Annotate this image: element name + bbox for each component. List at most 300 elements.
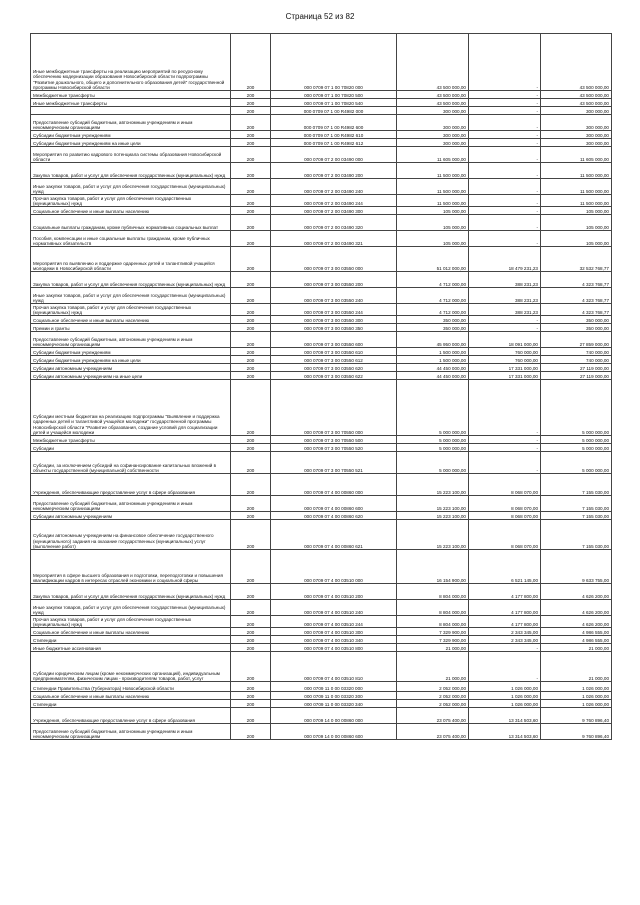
row-remaining-cell: 11 500 000,00 [541,163,612,179]
table-row [31,380,612,436]
row-kbk-cell: 000 0709 07 4 00 00860 620 [271,512,397,520]
row-kbk-cell: 000 0709 14 0 00 00860 000 [271,708,397,724]
row-code-cell: 200 [231,304,271,316]
row-code-cell: 200 [231,139,271,147]
row-code-cell: 200 [231,584,271,600]
row-name-cell: Социальные выплаты гражданам, кроме публичных нормативных социальных выплат [31,215,231,231]
table-row [31,107,612,115]
row-remaining-cell: 7 155 030,00 [541,474,612,496]
row-remaining-cell: 105 000,00 [541,207,612,215]
row-name-cell: Субсидии автономным учреждениям на иные цели [31,372,231,380]
row-code-cell: 200 [231,724,271,740]
row-remaining-cell: 5 000 000,00 [541,452,612,474]
row-name-cell: Закупка товаров, работ и услуг для обеспечения государственных (муниципальных) нужд [31,163,231,179]
row-remaining-cell: 4 323 768,77 [541,272,612,288]
row-kbk-cell: 000 0709 07 1 00 70820 000 [271,34,397,91]
row-approved-cell: 105 000,00 [397,207,469,215]
row-kbk-cell: 000 0709 07 2 00 03490 200 [271,163,397,179]
row-kbk-cell: 000 0709 07 3 00 03550 244 [271,304,397,316]
row-code-cell: 200 [231,600,271,616]
row-kbk-cell: 000 0709 07 2 00 03490 244 [271,195,397,207]
row-kbk-cell: 000 0709 07 3 00 03550 000 [271,247,397,272]
row-name-cell: Субсидии юридическим лицам (кроме некоммерческих организаций), индивидуальным предпринимателям, физическим лицам - производителям товаров, работ, услуг [31,652,231,682]
row-code-cell: 200 [231,272,271,288]
row-remaining-cell: 300 000,00 [541,107,612,115]
row-executed-cell: 4 177 800,00 [469,616,541,628]
table-row [31,372,612,380]
row-name-cell: Предоставление субсидий бюджетным, автономным учреждениям и иным некоммерческим организациям [31,332,231,348]
row-name-cell: Предоставление субсидий бюджетным, автономным учреждениям и иным некоммерческим организациям [31,724,231,740]
row-approved-cell: 11 500 000,00 [397,163,469,179]
row-kbk-cell: 000 0709 07 4 00 03510 810 [271,652,397,682]
row-executed-cell: - [469,444,541,452]
row-approved-cell: 11 500 000,00 [397,195,469,207]
row-executed-cell: 4 177 800,00 [469,584,541,600]
row-kbk-cell: 000 0709 07 4 00 03510 244 [271,616,397,628]
row-executed-cell: - [469,163,541,179]
row-code-cell: 200 [231,616,271,628]
row-remaining-cell: 9 760 896,40 [541,708,612,724]
row-approved-cell: 43 500 000,00 [397,99,469,107]
row-remaining-cell: 300 000,00 [541,115,612,131]
row-approved-cell: 1 500 000,00 [397,356,469,364]
row-executed-cell: 760 000,00 [469,356,541,364]
table-row [31,332,612,348]
row-name-cell: Иные закупки товаров, работ и услуг для обеспечения государственных (муниципальных) нужд [31,288,231,304]
row-kbk-cell: 000 0709 07 3 00 70550 521 [271,452,397,474]
row-code-cell: 200 [231,163,271,179]
table-row [31,644,612,652]
row-approved-cell: 105 000,00 [397,215,469,231]
row-name-cell: Мероприятия в сфере высшего образования и подготовки, переподготовки и повышения квалификации кадров в интересах отраслей экономики и социальной сферы [31,550,231,584]
row-approved-cell: 5 000 000,00 [397,436,469,444]
table-row [31,304,612,316]
row-executed-cell: 13 314 503,60 [469,708,541,724]
row-remaining-cell: 5 000 000,00 [541,436,612,444]
row-approved-cell: 5 000 000,00 [397,444,469,452]
row-name-cell: Субсидии бюджетным учреждениям [31,131,231,139]
row-remaining-cell: 5 000 000,00 [541,444,612,452]
row-code-cell: 200 [231,324,271,332]
row-remaining-cell: 7 155 030,00 [541,496,612,512]
table-row [31,700,612,708]
row-executed-cell: - [469,115,541,131]
row-executed-cell: - [469,215,541,231]
row-remaining-cell: 1 026 000,00 [541,692,612,700]
row-approved-cell: 21 000,00 [397,652,469,682]
row-executed-cell: 1 026 000,00 [469,700,541,708]
table-row [31,628,612,636]
row-kbk-cell: 000 0709 07 3 00 03550 622 [271,372,397,380]
row-remaining-cell: 5 000 000,00 [541,380,612,436]
row-kbk-cell: 000 0709 07 1 00 R4982 612 [271,139,397,147]
row-name-cell: Закупка товаров, работ и услуг для обеспечения государственных (муниципальных) нужд [31,272,231,288]
row-approved-cell: 15 223 100,00 [397,496,469,512]
row-approved-cell: 2 052 000,00 [397,682,469,692]
row-approved-cell: 300 000,00 [397,107,469,115]
table-row [31,115,612,131]
row-name-cell: Премии и гранты [31,324,231,332]
row-approved-cell: 350 000,00 [397,324,469,332]
row-code-cell: 200 [231,652,271,682]
row-executed-cell: - [469,195,541,207]
table-row [31,215,612,231]
row-executed-cell: 388 231,23 [469,288,541,304]
table-row [31,324,612,332]
row-remaining-cell: 105 000,00 [541,215,612,231]
row-kbk-cell: 000 0709 11 0 00 03320 300 [271,692,397,700]
row-kbk-cell: 000 0709 07 2 00 03490 300 [271,207,397,215]
row-kbk-cell: 000 0709 07 3 00 03550 200 [271,272,397,288]
row-executed-cell: 13 314 503,60 [469,724,541,740]
table-row [31,316,612,324]
table-row [31,131,612,139]
row-name-cell: Субсидии автономным учреждениям на финансовое обеспечение государственного (муниципального) задания на оказание государственных (муниципальных) услуг (выполнение работ) [31,520,231,550]
row-kbk-cell: 000 0709 07 2 00 03490 321 [271,231,397,247]
row-remaining-cell: 105 000,00 [541,231,612,247]
row-remaining-cell: 11 605 000,00 [541,147,612,163]
row-remaining-cell: 4 986 555,00 [541,628,612,636]
row-executed-cell: - [469,452,541,474]
table-row [31,474,612,496]
row-executed-cell: 2 343 345,00 [469,628,541,636]
row-approved-cell: 15 223 100,00 [397,474,469,496]
row-code-cell: 200 [231,332,271,348]
row-approved-cell: 300 000,00 [397,139,469,147]
row-approved-cell: 4 712 000,00 [397,272,469,288]
row-remaining-cell: 740 000,00 [541,356,612,364]
row-kbk-cell: 000 0709 07 1 00 R4982 000 [271,107,397,115]
row-approved-cell: 16 154 900,00 [397,550,469,584]
row-name-cell: Предоставление субсидий бюджетным, автономным учреждениям и иным некоммерческим организациям [31,496,231,512]
row-remaining-cell: 21 000,00 [541,652,612,682]
table-row [31,356,612,364]
row-executed-cell: - [469,91,541,99]
table-row [31,179,612,195]
row-remaining-cell: 7 155 030,00 [541,520,612,550]
row-name-cell [31,107,231,115]
row-approved-cell: 23 075 400,00 [397,708,469,724]
row-code-cell: 200 [231,444,271,452]
table-row [31,139,612,147]
row-approved-cell: 350 000,00 [397,316,469,324]
row-approved-cell: 43 500 000,00 [397,91,469,99]
table-row [31,364,612,372]
row-name-cell: Прочая закупка товаров, работ и услуг для обеспечения государственных (муниципальных) нужд [31,616,231,628]
row-code-cell: 200 [231,179,271,195]
row-kbk-cell: 000 0709 07 1 00 70820 540 [271,99,397,107]
row-approved-cell: 44 450 000,00 [397,372,469,380]
row-executed-cell: 8 068 070,00 [469,520,541,550]
row-kbk-cell: 000 0709 07 4 00 03510 240 [271,600,397,616]
row-kbk-cell: 000 0709 07 4 00 03510 200 [271,584,397,600]
row-name-cell: Мероприятия по развитию кадрового потенциала системы образования Новосибирской области [31,147,231,163]
row-name-cell: Субсидии местным бюджетам на реализацию подпрограммы "Выявление и поддержка одаренных детей и талантливой учащейся молодежи" государственной программы Новосибирской области "Развитие образования, создание условий для социализации детей и учащейся молодежи [31,380,231,436]
row-kbk-cell: 000 0709 07 4 00 00860 000 [271,474,397,496]
table-row [31,147,612,163]
row-kbk-cell: 000 0709 07 3 00 03550 240 [271,288,397,304]
row-remaining-cell: 27 119 000,00 [541,372,612,380]
row-remaining-cell: 300 000,00 [541,131,612,139]
row-executed-cell: - [469,131,541,139]
row-executed-cell: 17 331 000,00 [469,364,541,372]
row-remaining-cell: 4 626 200,00 [541,600,612,616]
row-remaining-cell: 4 986 555,00 [541,636,612,644]
row-code-cell: 200 [231,700,271,708]
row-approved-cell: 15 223 100,00 [397,512,469,520]
row-name-cell: Прочая закупка товаров, работ и услуг для обеспечения государственных (муниципальных) нужд [31,195,231,207]
row-executed-cell: - [469,231,541,247]
row-approved-cell: 43 500 000,00 [397,34,469,91]
row-kbk-cell: 000 0709 07 2 00 03490 240 [271,179,397,195]
row-approved-cell: 1 500 000,00 [397,348,469,356]
row-approved-cell: 44 450 000,00 [397,364,469,372]
table-row [31,652,612,682]
row-executed-cell: 1 026 000,00 [469,682,541,692]
row-name-cell: Социальное обеспечение и иные выплаты населению [31,316,231,324]
row-remaining-cell: 43 500 000,00 [541,34,612,91]
row-name-cell: Иные закупки товаров, работ и услуг для обеспечения государственных (муниципальных) нужд [31,600,231,616]
row-executed-cell: - [469,139,541,147]
row-name-cell: Субсидии бюджетным учреждениям [31,348,231,356]
row-approved-cell: 5 000 000,00 [397,452,469,474]
table-row [31,520,612,550]
row-executed-cell: 17 331 000,00 [469,372,541,380]
row-executed-cell: - [469,436,541,444]
table-row [31,496,612,512]
table-row [31,163,612,179]
row-name-cell: Стипендии [31,636,231,644]
row-name-cell: Межбюджетные трансферты [31,91,231,99]
row-executed-cell: - [469,147,541,163]
row-code-cell: 200 [231,708,271,724]
row-remaining-cell: 740 000,00 [541,348,612,356]
row-kbk-cell: 000 0709 14 0 00 00860 600 [271,724,397,740]
row-approved-cell: 5 000 000,00 [397,380,469,436]
row-code-cell: 200 [231,231,271,247]
table-row [31,231,612,247]
table-body [31,34,612,740]
row-remaining-cell: 27 119 000,00 [541,364,612,372]
row-code-cell: 200 [231,115,271,131]
page-number-header: Страница 52 из 82 [285,12,355,21]
row-remaining-cell: 1 026 000,00 [541,682,612,692]
row-name-cell: Предоставление субсидий бюджетным, автономным учреждениям и иным некоммерческим организациям [31,115,231,131]
row-executed-cell: 8 068 070,00 [469,496,541,512]
row-kbk-cell: 000 0709 07 2 00 03490 320 [271,215,397,231]
row-approved-cell: 2 052 000,00 [397,692,469,700]
row-remaining-cell: 300 000,00 [541,139,612,147]
row-code-cell: 200 [231,682,271,692]
row-remaining-cell: 7 155 030,00 [541,512,612,520]
row-approved-cell: 300 000,00 [397,131,469,139]
row-executed-cell: 8 068 070,00 [469,474,541,496]
row-remaining-cell: 9 760 896,40 [541,724,612,740]
row-remaining-cell: 4 323 768,77 [541,304,612,316]
row-code-cell: 200 [231,215,271,231]
row-kbk-cell: 000 0709 07 2 00 03490 000 [271,147,397,163]
row-kbk-cell: 000 0709 07 3 00 03550 600 [271,332,397,348]
row-remaining-cell: 9 633 755,00 [541,550,612,584]
row-name-cell: Пособия, компенсации и иные социальные выплаты гражданам, кроме публичных нормативных обязательств [31,231,231,247]
table-row [31,91,612,99]
row-name-cell: Иные закупки товаров, работ и услуг для обеспечения государственных (муниципальных) нужд [31,179,231,195]
table-row [31,692,612,700]
row-executed-cell: 388 231,23 [469,272,541,288]
row-approved-cell: 8 804 000,00 [397,584,469,600]
row-code-cell: 200 [231,288,271,304]
table-row [31,444,612,452]
row-code-cell: 200 [231,380,271,436]
row-remaining-cell: 32 532 768,77 [541,247,612,272]
row-approved-cell: 105 000,00 [397,231,469,247]
row-approved-cell: 4 712 000,00 [397,288,469,304]
row-code-cell: 200 [231,34,271,91]
table-row [31,616,612,628]
row-approved-cell: 23 075 400,00 [397,724,469,740]
row-remaining-cell: 11 500 000,00 [541,179,612,195]
row-name-cell: Субсидии, за исключением субсидий на софинансирование капитальных вложений в объекты государственной (муниципальной) собственности [31,452,231,474]
row-executed-cell: - [469,644,541,652]
row-code-cell: 200 [231,452,271,474]
row-code-cell: 200 [231,628,271,636]
row-executed-cell: - [469,99,541,107]
row-code-cell: 200 [231,131,271,139]
row-code-cell: 200 [231,496,271,512]
row-name-cell: Социальное обеспечение и иные выплаты населению [31,692,231,700]
row-code-cell: 200 [231,247,271,272]
row-code-cell: 200 [231,436,271,444]
row-name-cell: Учреждения, обеспечивающие предоставление услуг в сфере образования [31,708,231,724]
row-kbk-cell: 000 0709 07 4 00 00860 600 [271,496,397,512]
row-kbk-cell: 000 0709 07 4 00 03510 300 [271,628,397,636]
row-code-cell: 200 [231,207,271,215]
row-name-cell: Стипендии Правительства (Губернатора) Новосибирской области [31,682,231,692]
row-approved-cell: 4 712 000,00 [397,304,469,316]
row-approved-cell: 8 804 000,00 [397,600,469,616]
row-approved-cell: 2 052 000,00 [397,700,469,708]
table-row [31,512,612,520]
row-name-cell: Иные межбюджетные трансферты [31,99,231,107]
row-code-cell: 200 [231,316,271,324]
row-kbk-cell: 000 0709 07 1 00 70820 500 [271,91,397,99]
table-row [31,724,612,740]
row-kbk-cell: 000 0709 07 3 00 03550 610 [271,348,397,356]
row-name-cell: Иные межбюджетные трансферты на реализацию мероприятий по ресурсному обеспечению модернизации образования Новосибирской области подпрограммы "Развитие дошкольного, общего и дополнительного образования детей" государственной программы Новосибирской области [31,34,231,91]
row-executed-cell: - [469,380,541,436]
row-executed-cell: - [469,207,541,215]
row-code-cell: 200 [231,372,271,380]
row-kbk-cell: 000 0709 07 3 00 03550 620 [271,364,397,372]
row-code-cell: 200 [231,520,271,550]
row-name-cell: Иные бюджетные ассигнования [31,644,231,652]
row-executed-cell: 4 177 800,00 [469,600,541,616]
row-approved-cell: 15 223 100,00 [397,520,469,550]
row-code-cell: 200 [231,364,271,372]
table-row [31,288,612,304]
row-kbk-cell: 000 0709 07 4 00 00860 621 [271,520,397,550]
row-name-cell: Субсидии автономным учреждениям [31,364,231,372]
table-row [31,682,612,692]
row-name-cell: Субсидии бюджетным учреждениям на иные цели [31,356,231,364]
row-code-cell: 200 [231,474,271,496]
table-row [31,584,612,600]
table-row [31,348,612,356]
row-approved-cell: 11 500 000,00 [397,179,469,195]
table-row [31,247,612,272]
row-code-cell: 200 [231,91,271,99]
row-executed-cell: - [469,107,541,115]
table-row [31,99,612,107]
table-row [31,600,612,616]
table-row [31,636,612,644]
row-executed-cell: - [469,652,541,682]
row-approved-cell: 21 000,00 [397,644,469,652]
row-kbk-cell: 000 0709 07 1 00 R4982 600 [271,115,397,131]
row-code-cell: 200 [231,550,271,584]
row-kbk-cell: 000 0709 11 0 00 03320 000 [271,682,397,692]
row-remaining-cell: 27 859 000,00 [541,332,612,348]
row-name-cell: Субсидии [31,444,231,452]
row-executed-cell: - [469,316,541,324]
row-kbk-cell: 000 0709 07 3 00 03550 612 [271,356,397,364]
row-executed-cell: 388 231,23 [469,304,541,316]
row-remaining-cell: 4 323 768,77 [541,288,612,304]
row-remaining-cell: 4 626 200,00 [541,616,612,628]
row-approved-cell: 51 012 000,00 [397,247,469,272]
row-executed-cell: 6 521 145,00 [469,550,541,584]
table-row [31,452,612,474]
row-executed-cell: - [469,179,541,195]
row-kbk-cell: 000 0709 11 0 00 03320 340 [271,700,397,708]
table-row [31,195,612,207]
row-remaining-cell: 43 500 000,00 [541,99,612,107]
row-approved-cell: 8 804 000,00 [397,616,469,628]
row-code-cell: 200 [231,512,271,520]
row-kbk-cell: 000 0709 07 3 00 70550 520 [271,444,397,452]
row-name-cell: Субсидии автономным учреждениям [31,512,231,520]
row-executed-cell: 760 000,00 [469,348,541,356]
row-kbk-cell: 000 0709 07 3 00 03550 300 [271,316,397,324]
row-executed-cell: - [469,34,541,91]
row-kbk-cell: 000 0709 07 3 00 70550 000 [271,380,397,436]
row-executed-cell: - [469,324,541,332]
row-approved-cell: 11 605 000,00 [397,147,469,163]
row-kbk-cell: 000 0709 07 4 00 03510 340 [271,636,397,644]
row-name-cell: Межбюджетные трансферты [31,436,231,444]
row-remaining-cell: 43 500 000,00 [541,91,612,99]
row-kbk-cell: 000 0709 07 3 00 03550 350 [271,324,397,332]
row-remaining-cell: 4 626 200,00 [541,584,612,600]
row-executed-cell: 1 026 000,00 [469,692,541,700]
row-remaining-cell: 21 000,00 [541,644,612,652]
row-approved-cell: 300 000,00 [397,115,469,131]
row-code-cell: 200 [231,356,271,364]
row-remaining-cell: 1 026 000,00 [541,700,612,708]
row-code-cell: 200 [231,692,271,700]
row-kbk-cell: 000 0709 07 4 00 03510 800 [271,644,397,652]
table-row [31,34,612,91]
row-code-cell: 200 [231,107,271,115]
budget-execution-table [30,33,612,740]
row-remaining-cell: 11 500 000,00 [541,195,612,207]
row-code-cell: 200 [231,99,271,107]
row-kbk-cell: 000 0709 07 4 00 03510 000 [271,550,397,584]
table-row [31,272,612,288]
row-executed-cell: 18 479 231,23 [469,247,541,272]
row-name-cell: Учреждения, обеспечивающие предоставление услуг в сфере образования [31,474,231,496]
row-code-cell: 200 [231,644,271,652]
